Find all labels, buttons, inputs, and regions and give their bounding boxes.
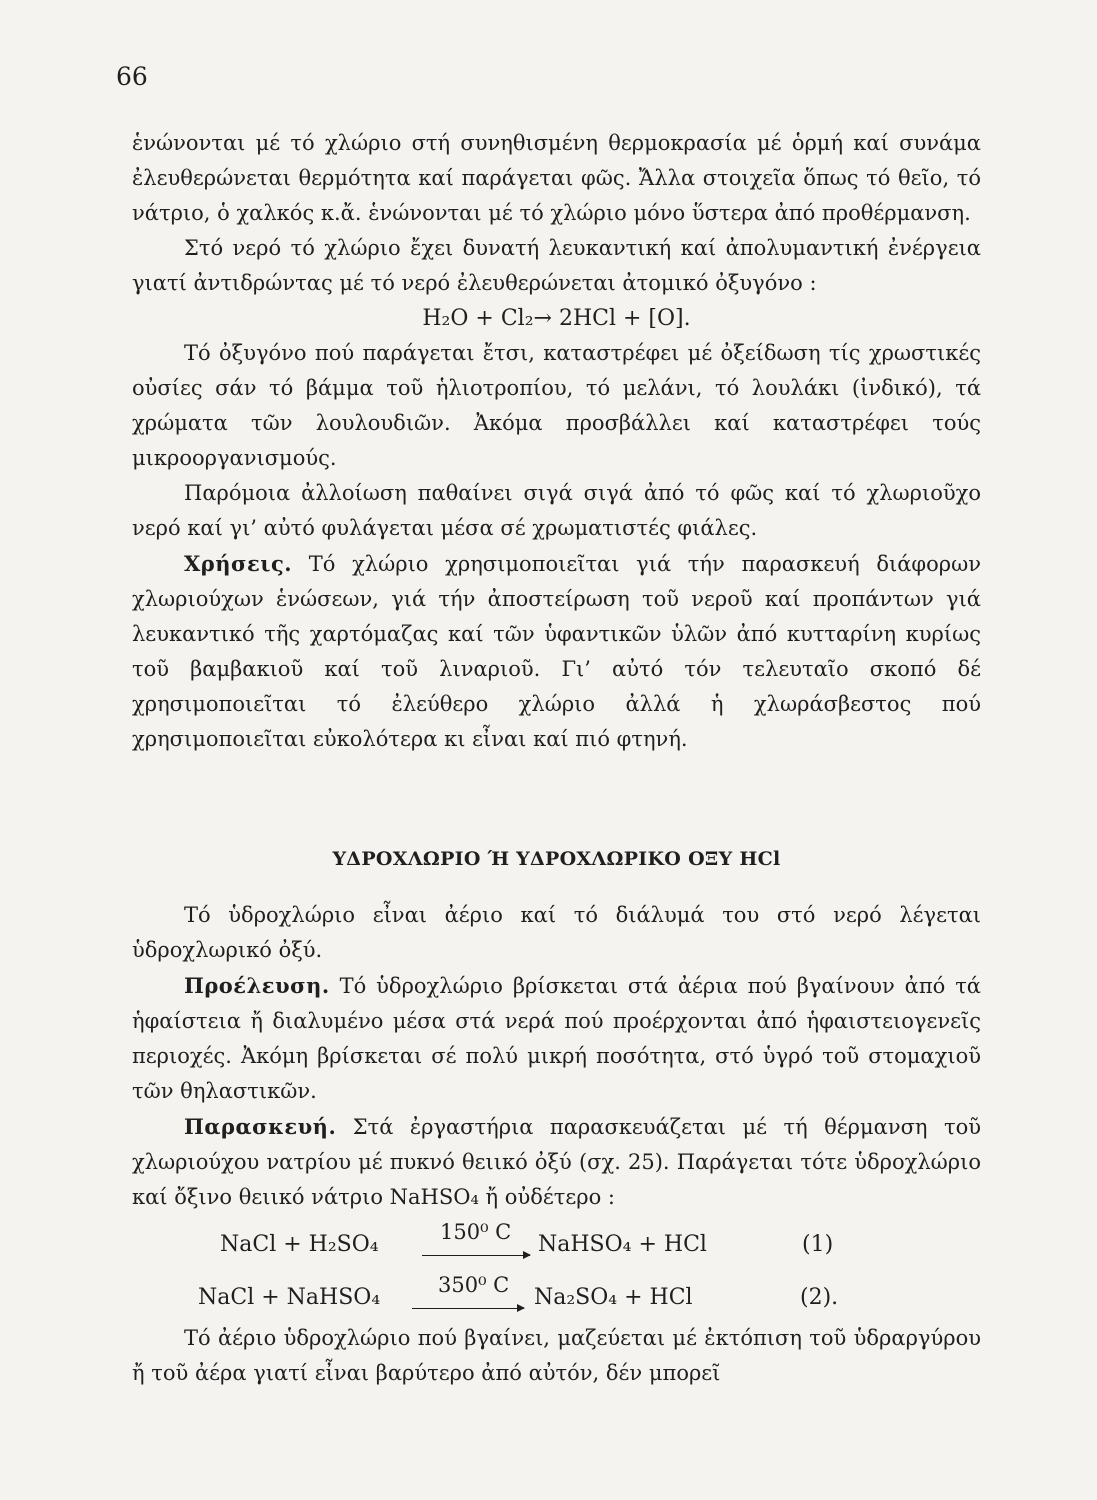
- reaction-2-products: Na₂SO₄ + HCl: [534, 1285, 693, 1310]
- origin-text: Τό ὑδροχλώριο βρίσκεται στά ἀέρια πού βγαίνουν ἀπό τά ἡφαίστεια ἤ διαλυμένο μέσα στά νερά πού προέρχονται ἀπό ἡφαιστειογενεῖς περιοχές. Ἀκόμη βρίσκεται σέ πολύ μικρή ποσότητα, στό ὑγρό τοῦ στομαχιοῦ τῶν θηλαστικῶν.: [132, 974, 981, 1103]
- paragraph-uses: [132, 546, 981, 757]
- paragraph-definition: Τό ὑδροχλώριο εἶναι ἀέριο καί τό διάλυμά του στό νερό λέγεται ὑδροχλωρικό ὀξύ.: [132, 903, 981, 962]
- reaction-2-reactants: NaCl + NaHSO₄: [198, 1285, 381, 1310]
- paragraph-origin: [132, 968, 981, 1109]
- reaction-2: [132, 1268, 981, 1321]
- reaction-1-products: NaHSO₄ + HCl: [538, 1232, 707, 1257]
- equation-water-chlorine: H₂O + Cl₂→ 2HCl + [O].: [422, 306, 691, 331]
- reaction-1-arrow: [422, 1255, 530, 1256]
- reaction-1-number: (1): [802, 1232, 834, 1257]
- paragraph-collection: Τό ἀέριο ὑδροχλώριο πού βγαίνει, μαζεύεται μέ ἐκτόπιση τοῦ ὑδραργύρου ἤ τοῦ ἀέρα γιατί εἶναι βαρύτερο ἀπό αὐτόν, δέν μπορεῖ: [132, 1326, 981, 1385]
- paragraph-light: Παρόμοια ἀλλοίωση παθαίνει σιγά σιγά ἀπό τό φῶς καί τό χλωριοῦχο νερό καί γι’ αὐτό φυλάγεται μέσα σέ χρωματιστές φιάλες.: [132, 481, 981, 540]
- term-origin: Προέλευση.: [184, 973, 330, 998]
- paragraph-oxygen: Τό ὀξυγόνο πού παράγεται ἔτσι, καταστρέφει μέ ὀξείδωση τίς χρωστικές οὐσίες σάν τό βάμμα τοῦ ἡλιοτροπίου, τό μελάνι, τό λουλάκι (ἰνδικό), τά χρώματα τῶν λουλουδιῶν. Ἀκόμα προσβάλλει καί καταστρέφει τούς μικροοργανισμούς.: [132, 341, 981, 470]
- section-chlorine-properties: [132, 126, 981, 757]
- page-number: 66: [116, 62, 148, 91]
- term-uses: Χρήσεις.: [184, 551, 293, 576]
- preparation-text: Στά ἐργαστήρια παρασκευάζεται μέ τή θέρμανση τοῦ χλωριούχου νατρίου μέ πυκνό θειικό ὀξύ (σχ. 25). Παράγεται τότε ὑδροχλώριο καί ὄξινο θειικό νάτριο NaHSO₄ ἤ οὐδέτερο :: [132, 1115, 981, 1209]
- section-hydrogen-chloride: [132, 898, 981, 1391]
- term-preparation: Παρασκευή.: [184, 1114, 337, 1139]
- paragraph-preparation: [132, 1109, 981, 1215]
- section-heading: ΥΔΡΟΧΛΩΡΙΟ Ή ΥΔΡΟΧΛΩΡΙΚΟ ΟΞΥ HCl: [332, 848, 781, 870]
- reaction-2-arrow: [412, 1308, 524, 1309]
- reaction-1-condition: 150⁰ C: [440, 1220, 512, 1244]
- reaction-1-reactants: NaCl + H₂SO₄: [220, 1232, 379, 1257]
- reaction-1: [132, 1215, 981, 1268]
- paragraph-bleaching: Στό νερό τό χλώριο ἔχει δυνατή λευκαντική καί ἀπολυμαντική ἐνέργεια γιατί ἀντιδρώντας μέ τό νερό ἐλευθερώνεται ἀτομικό ὀξυγόνο :: [132, 236, 981, 295]
- uses-text: Τό χλώριο χρησιμοποιεῖται γιά τήν παρασκευή διάφορων χλωριούχων ἑνώσεων, γιά τήν ἀποστείρωση τοῦ νεροῦ καί προπάντων γιά λευκαντικό τῆς χαρτόμαζας καί τῶν ὑφαντικῶν ὑλῶν ἀπό κυτταρίνη κυρίως τοῦ βαμβακιοῦ καί τοῦ λιναριοῦ. Γι’ αὐτό τόν τελευταῖο σκοπό δέ χρησιμοποιεῖται τό ἐλεύθερο χλώριο ἀλλά ἡ χλωράσβεστος πού χρησιμοποιεῖται εὐκολότερα κι εἶναι καί πιό φτηνή.: [132, 552, 981, 751]
- reaction-2-condition: 350⁰ C: [438, 1273, 510, 1297]
- reaction-2-number: (2).: [800, 1285, 839, 1310]
- paragraph-reactions: ἑνώνονται μέ τό χλώριο στή συνηθισμένη θερμοκρασία μέ ὁρμή καί συνάμα ἐλευθερώνεται θερμότητα καί παράγεται φῶς. Ἄλλα στοιχεῖα ὅπως τό θεῖο, τό νάτριο, ὁ χαλκός κ.ἄ. ἑνώνονται μέ τό χλώριο μόνο ὕστερα ἀπό προθέρμανση.: [132, 131, 981, 225]
